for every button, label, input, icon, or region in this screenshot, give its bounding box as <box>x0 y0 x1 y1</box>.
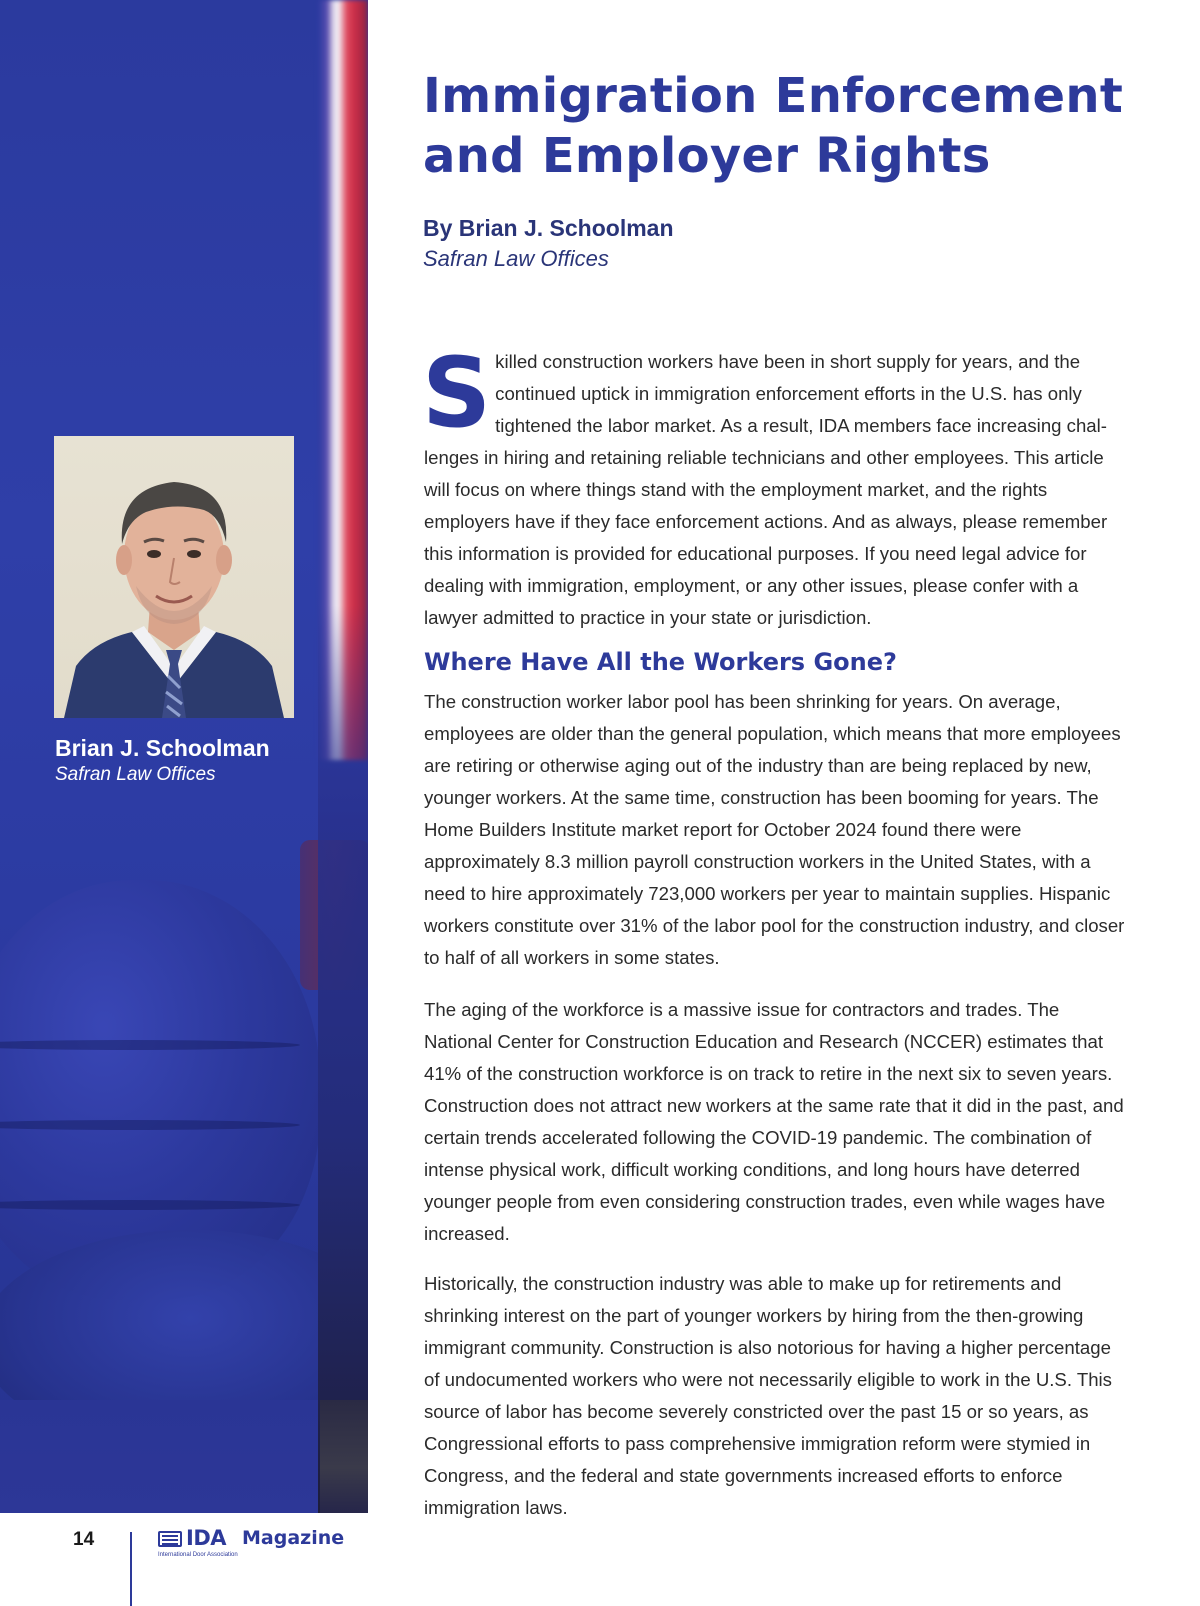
flag-shade-graphic <box>318 0 368 1513</box>
logo-ida-text: IDA <box>186 1526 226 1550</box>
intro-paragraph <box>422 337 1129 634</box>
article-affiliation: Safran Law Offices <box>423 246 609 271</box>
page-number: 14 <box>73 1529 95 1550</box>
footer-divider <box>130 1532 132 1606</box>
body-paragraph-3: Historically, the construction industry was able to make up for retirements and shrinking interest on the part of younger workers by hiring from the then-growing immigrant community. Construction is also notorious for having a higher percentage of undocumented workers who were not necessarily eligible to work in the U.S. This source of labor has become severely constricted over the past 15 or so years, as Congressional efforts to pass comprehensive immigration reform were stymied in Congress, and the federal and state governments increased efforts to enforce immigration laws. <box>424 1273 1112 1518</box>
door-icon <box>158 1531 182 1547</box>
author-portrait <box>54 436 294 718</box>
body-paragraph-1: The construction worker labor pool has been shrinking for years. On average, employees are older than the general population, which means that more employees are retiring or otherwise aging out of the industry than are being replaced by new, younger workers. At the same time, construction has been booming for years. The Home Builders Institute market report for October 2024 found there were approximately 8.3 million payroll construction workers in the United States, with a need to hire approximately 723,000 workers per year to maintain supplies. Hispanic workers constitute over 31% of the labor pool for the construction industry, and closer to half of all workers in some states. <box>424 691 1125 968</box>
drop-cap: S <box>422 337 492 449</box>
section-heading: Where Have All the Workers Gone? <box>424 648 897 676</box>
floor-graphic <box>320 1400 368 1513</box>
author-caption-name: Brian J. Schoolman <box>55 735 270 761</box>
logo-subtitle: International Door Association <box>158 1552 238 1558</box>
panel-floor-graphic <box>0 1400 368 1513</box>
logo-magazine-text: Magazine <box>242 1527 345 1549</box>
body-paragraph-2: The aging of the workforce is a massive issue for contractors and trades. The National Center for Construction Education and Research (NCCER) estimates that 41% of the construction workforce is on track to retire in the next six to seven years. Construction does not attract new workers at the same rate that it did in the past, and certain trends accelerated following the COVID-19 pandemic. The combination of intense physical work, difficult working conditions, and long hours have deterred younger people from even considering construction trades, even while wages have increased. <box>424 999 1124 1244</box>
article-byline: By Brian J. Schoolman <box>423 215 674 241</box>
author-caption-org: Safran Law Offices <box>55 764 216 785</box>
intro-text: killed construction workers have been in short supply for years, and the continued uptick in immigration enforcement efforts in the U.S. has only tightened the labor market. As a result, IDA members face increasing challenges in hiring and retaining reliable technicians and other employees. This article will focus on where things stand with the employment market, and the rights employers have if they face enforcement actions. And as always, please remember this information is provided for educational purposes. If you need legal advice for dealing with immigration, employment, or any other issues, please confer with a lawyer admitted to practice in your state or jurisdiction. <box>424 351 1108 628</box>
article-title: Immigration Enforcement and Employer Rights <box>423 68 1124 184</box>
